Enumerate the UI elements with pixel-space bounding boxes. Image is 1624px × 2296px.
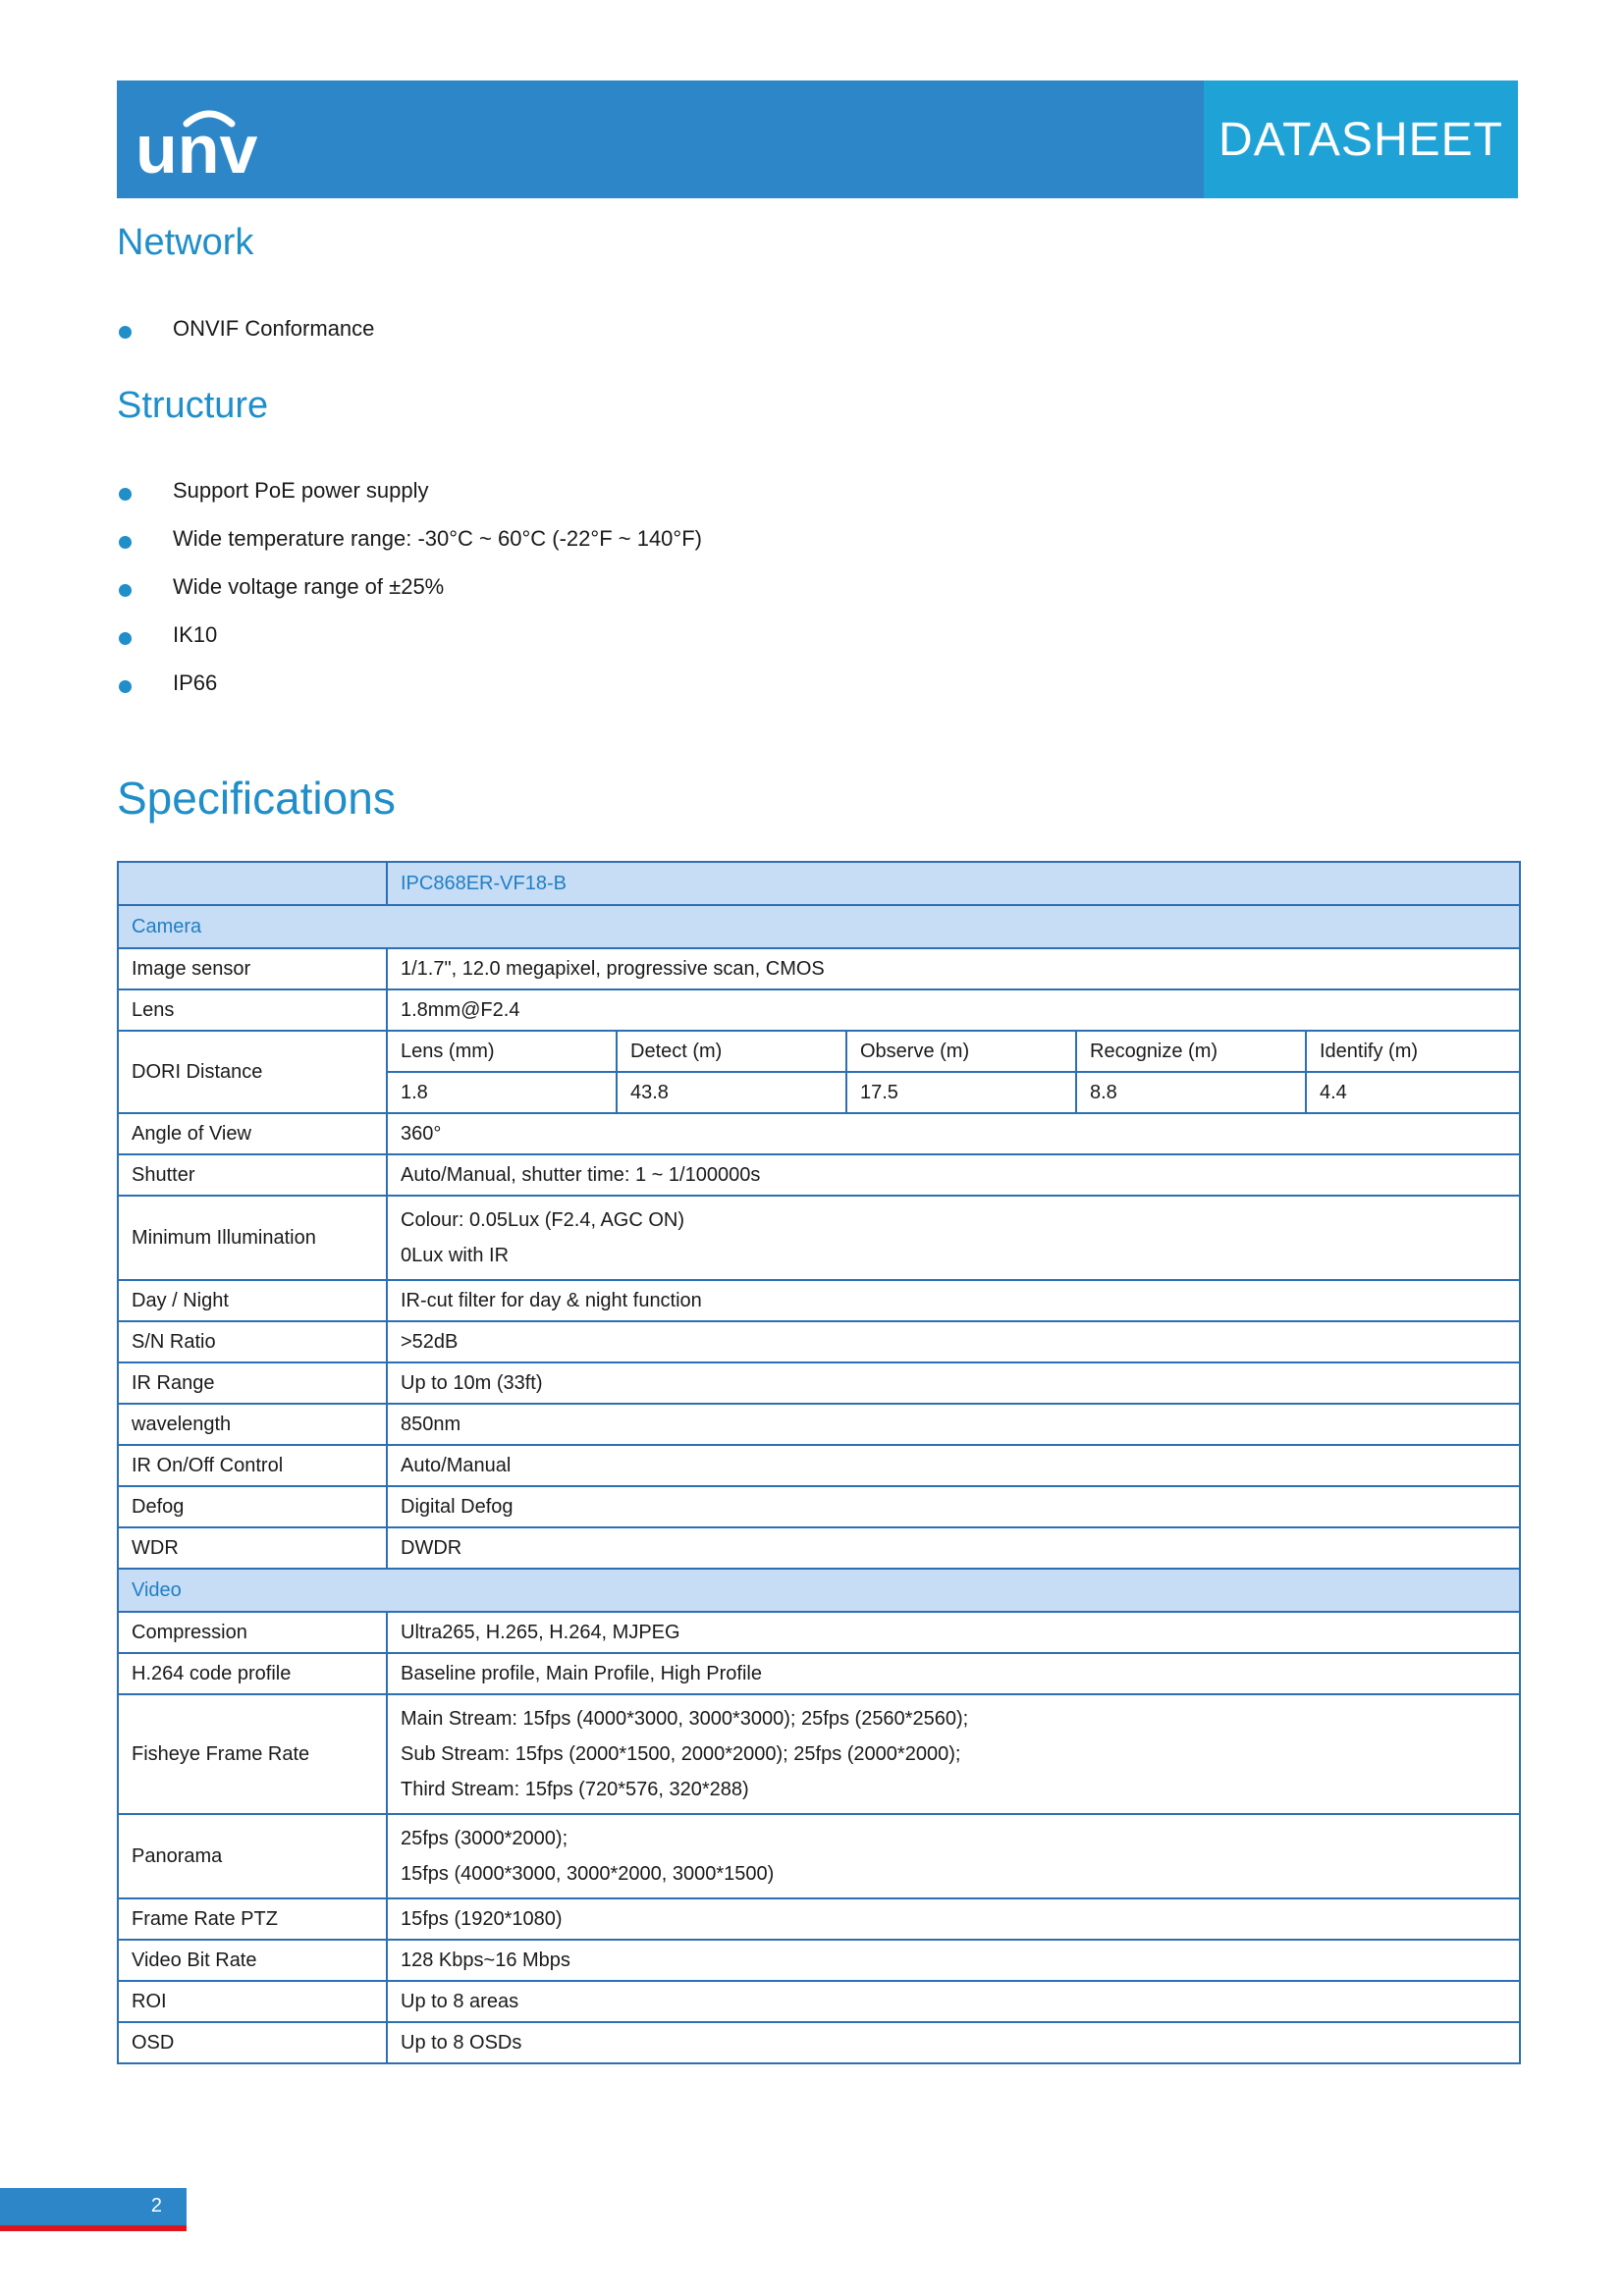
dori-header: Observe (m) [846,1031,1076,1072]
table-row [118,1362,1520,1404]
specifications-table [117,861,1521,2064]
row-value: 360° [387,1113,1520,1154]
row-label: Compression [118,1612,387,1653]
unv-logo [135,96,283,185]
row-label: wavelength [118,1404,387,1445]
table-row [118,1445,1520,1486]
bullet-icon [119,326,132,339]
dori-value: 1.8 [387,1072,617,1113]
row-value: 1/1.7", 12.0 megapixel, progressive scan, CMOS [387,948,1520,989]
table-row [118,1612,1520,1653]
list-item: Wide voltage range of ±25% [117,562,702,611]
table-row [118,1527,1520,1569]
row-value: 128 Kbps~16 Mbps [387,1940,1520,1981]
dori-value: 43.8 [617,1072,846,1113]
structure-heading: Structure [117,385,269,426]
model-name: IPC868ER-VF18-B [387,862,1520,905]
row-value: 1.8mm@F2.4 [387,989,1520,1031]
row-label: Lens [118,989,387,1031]
dori-header: Detect (m) [617,1031,846,1072]
table-row [118,1404,1520,1445]
table-row [118,989,1520,1031]
table-row [118,1154,1520,1196]
row-value: Ultra265, H.265, H.264, MJPEG [387,1612,1520,1653]
dori-value: 17.5 [846,1072,1076,1113]
table-row [118,1031,1520,1072]
row-label: Panorama [118,1814,387,1898]
video-section-header: Video [118,1569,1520,1612]
row-label: ROI [118,1981,387,2022]
row-label: Minimum Illumination [118,1196,387,1280]
row-value: Auto/Manual, shutter time: 1 ~ 1/100000s [387,1154,1520,1196]
row-value: Auto/Manual [387,1445,1520,1486]
table-row [118,862,1520,905]
page-number-tab [0,2188,187,2225]
row-label: IR Range [118,1362,387,1404]
dori-value: 4.4 [1306,1072,1520,1113]
row-value: Digital Defog [387,1486,1520,1527]
table-row [118,1321,1520,1362]
table-row [118,1486,1520,1527]
list-item: IP66 [117,659,702,707]
row-value: 15fps (1920*1080) [387,1898,1520,1940]
list-item: ONVIF Conformance [117,304,374,352]
dori-header: Recognize (m) [1076,1031,1306,1072]
bullet-icon [119,680,132,693]
table-row [118,1280,1520,1321]
row-label: OSD [118,2022,387,2063]
table-row [118,1694,1520,1814]
table-cell [118,862,387,905]
bullet-icon [119,488,132,501]
structure-list [117,466,702,707]
list-item: Support PoE power supply [117,466,702,514]
row-label: DORI Distance [118,1031,387,1113]
row-label: H.264 code profile [118,1653,387,1694]
table-row [118,1196,1520,1280]
row-value: Up to 8 OSDs [387,2022,1520,2063]
table-row [118,905,1520,948]
datasheet-label: DATASHEET [1218,113,1503,166]
network-heading: Network [117,222,254,263]
table-row [118,1653,1520,1694]
page-number: 2 [150,2195,162,2216]
row-value: Up to 8 areas [387,1981,1520,2022]
table-row [118,948,1520,989]
row-value: Colour: 0.05Lux (F2.4, AGC ON) 0Lux with IR [387,1196,1520,1280]
row-value: 850nm [387,1404,1520,1445]
dori-header: Identify (m) [1306,1031,1520,1072]
row-label: Day / Night [118,1280,387,1321]
row-label: Angle of View [118,1113,387,1154]
row-label: Shutter [118,1154,387,1196]
svg-text:unv: unv [135,111,258,185]
bullet-icon [119,536,132,549]
row-label: IR On/Off Control [118,1445,387,1486]
row-value: >52dB [387,1321,1520,1362]
table-row [118,1113,1520,1154]
row-label: Image sensor [118,948,387,989]
datasheet-badge [1204,80,1518,198]
camera-section-header: Camera [118,905,1520,948]
row-value: 25fps (3000*2000); 15fps (4000*3000, 3000*2000, 3000*1500) [387,1814,1520,1898]
footer-red-rule [0,2225,187,2231]
table-row [118,1814,1520,1898]
specifications-heading: Specifications [117,773,396,824]
row-label: Defog [118,1486,387,1527]
table-row [118,2022,1520,2063]
row-value: Up to 10m (33ft) [387,1362,1520,1404]
bullet-icon [119,584,132,597]
table-row [118,1569,1520,1612]
row-label: Frame Rate PTZ [118,1898,387,1940]
row-label: WDR [118,1527,387,1569]
list-item: Wide temperature range: -30°C ~ 60°C (-22°F ~ 140°F) [117,514,702,562]
table-row [118,1898,1520,1940]
row-label: S/N Ratio [118,1321,387,1362]
list-item: IK10 [117,611,702,659]
row-label: Fisheye Frame Rate [118,1694,387,1814]
row-value: Main Stream: 15fps (4000*3000, 3000*3000); 25fps (2560*2560); Sub Stream: 15fps (2000*1500, 2000*2000); 25fps (2000*2000); Third Stream: 15fps (720*576, 320*288) [387,1694,1520,1814]
network-list [117,304,374,352]
row-value: DWDR [387,1527,1520,1569]
table-row [118,1981,1520,2022]
dori-value: 8.8 [1076,1072,1306,1113]
dori-header: Lens (mm) [387,1031,617,1072]
table-row [118,1940,1520,1981]
row-label: Video Bit Rate [118,1940,387,1981]
row-value: Baseline profile, Main Profile, High Profile [387,1653,1520,1694]
bullet-icon [119,632,132,645]
row-value: IR-cut filter for day & night function [387,1280,1520,1321]
